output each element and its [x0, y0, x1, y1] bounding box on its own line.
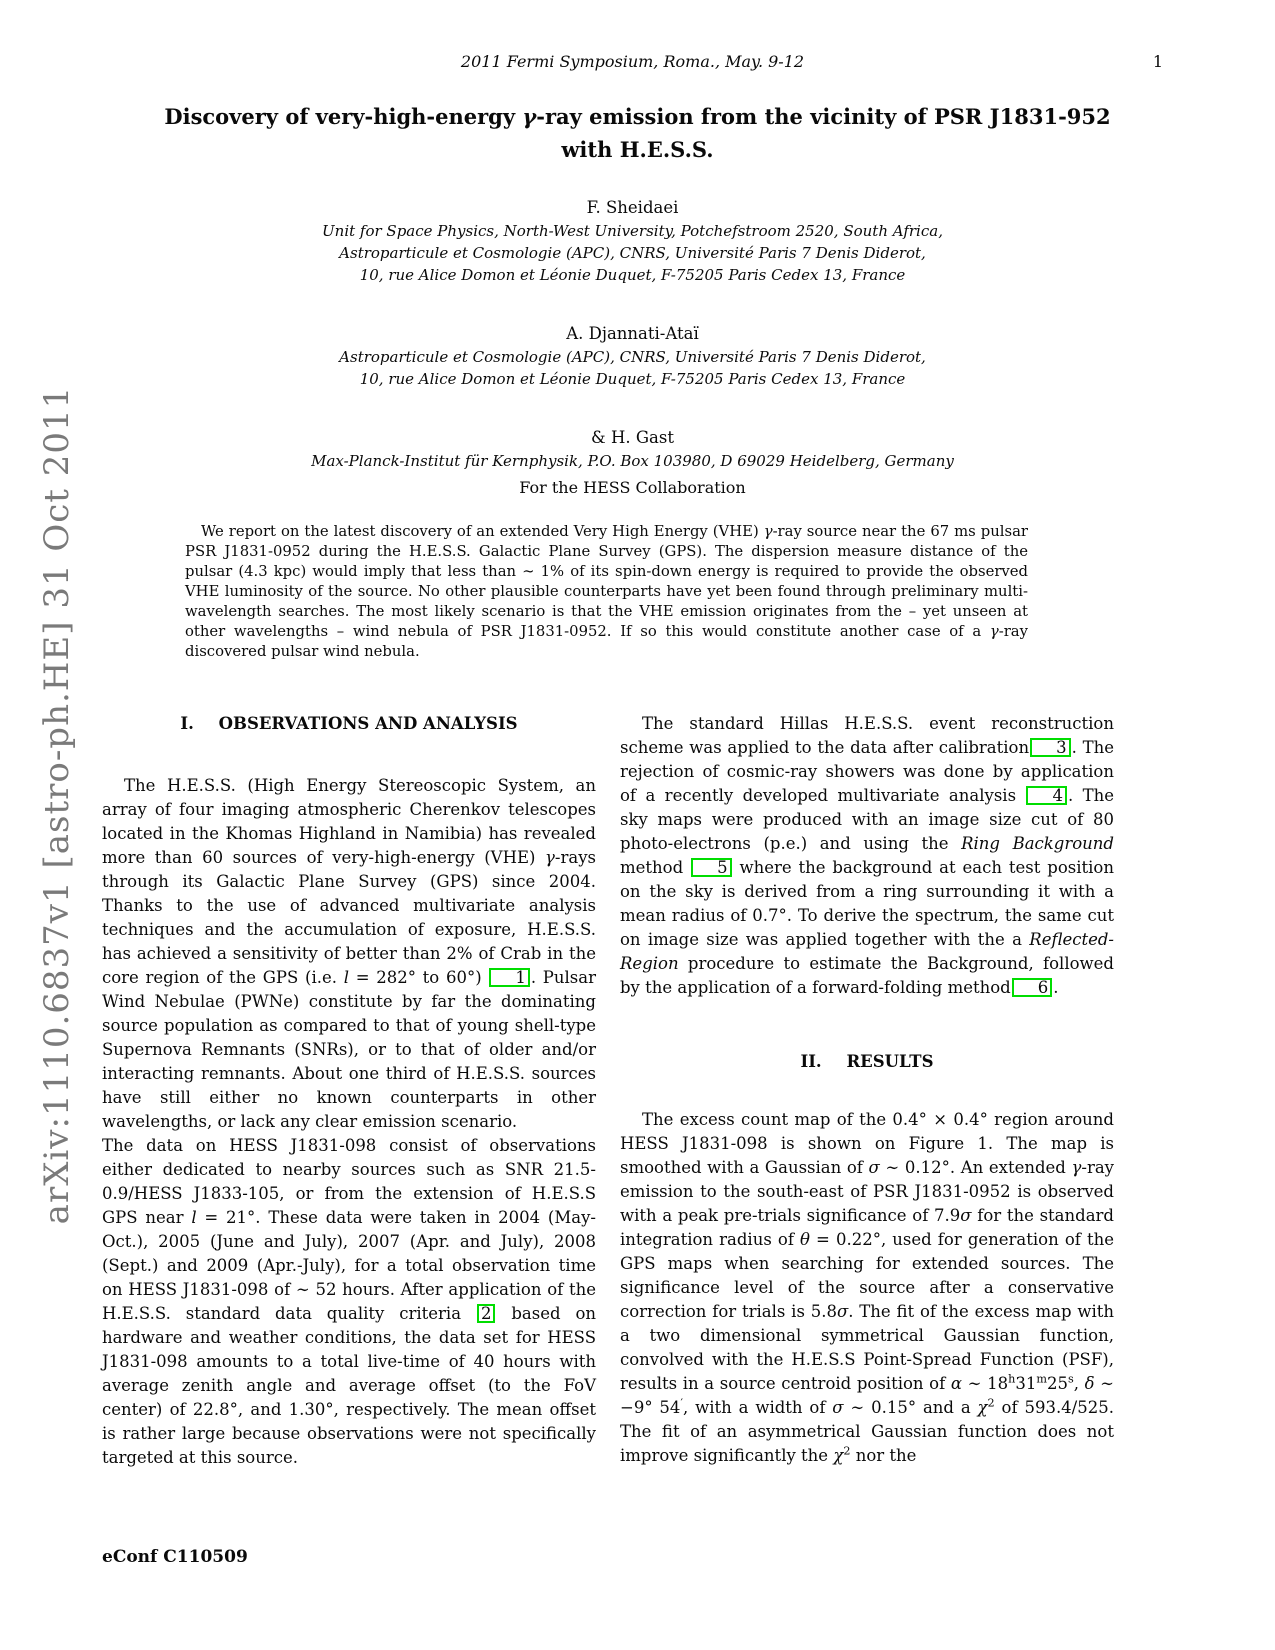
- citation-link[interactable]: 1: [489, 968, 530, 987]
- author-list: [102, 196, 1163, 508]
- author-affiliation: Unit for Space Physics, North-West University, Potchefstroom 2520, South Africa,: [322, 222, 943, 240]
- author-affiliation: Astroparticule et Cosmologie (APC), CNRS, Université Paris 7 Denis Diderot,: [339, 348, 926, 366]
- section-title: OBSERVATIONS AND ANALYSIS: [218, 714, 518, 733]
- body-paragraph: The excess count map of the 0.4° × 0.4° region around HESS J1831-098 is shown on Figure 1. The map is smoothed with a Gaussian of σ ∼ 0.12°. An extended γ-ray emission to the south-east of PSR J1831-0952 is observed with a peak pre-trials significance of 7.9σ for the standard integration radius of θ = 0.22°, used for generation of the GPS maps when searching for extended sources. The significance level of the source after a conservative correction for trials is 5.8σ. The fit of the excess map with a two dimensional symmetrical Gaussian function, convolved with the H.E.S.S Point-Spread Function (PSF), results in a source centroid position of α ∼ 18$^h$31$^m$25$^s$, δ ∼ −9° 54′, with a width of σ ∼ 0.15° and a $\chi^2$ of 593.4/525. The fit of an asymmetrical Gaussian function does not improve significantly the $\chi^2$ nor the: [620, 1110, 1114, 1465]
- two-column-body: [102, 712, 1114, 1470]
- running-header: [102, 52, 1163, 71]
- author-block: [102, 426, 1163, 472]
- abstract: We report on the latest discovery of an extended Very High Energy (VHE) γ-ray source near the 67 ms pulsar PSR J1831-0952 during the H.E.S.S. Galactic Plane Survey (GPS). The dispersion measure distance of the pulsar (4.3 kpc) would imply that less than ∼ 1% of its spin-down energy is required to provide the observed VHE luminosity of the source. No other plausible counterparts have yet been found through preliminary multi-wavelength searches. The most likely scenario is that the VHE emission originates from the – yet unseen at other wavelengths – wind nebula of PSR J1831-0952. If so this would constitute another case of a γ-ray discovered pulsar wind nebula.: [185, 523, 1028, 660]
- right-column: [620, 712, 1114, 1470]
- body-paragraph: The standard Hillas H.E.S.S. event reconstruction scheme was applied to the data after calibration 3 . The rejection of cosmic-ray showers was done by application of a recently developed multivariate analysis 4 . The sky maps were produced with an image size cut of 80 photo-electrons (p.e.) and using the Ring Background method 5 where the background at each test position on the sky is derived from a ring surrounding it with a mean radius of 0.7°. To derive the spectrum, the same cut on image size was applied together with the a Reflected-Region procedure to estimate the Background, followed by the application of a forward-folding method 6 .: [620, 714, 1114, 997]
- citation-link[interactable]: 3: [1030, 738, 1071, 757]
- section-number: II.: [800, 1052, 822, 1071]
- citation-link[interactable]: 2: [477, 1304, 496, 1323]
- page-number: 1: [1152, 52, 1163, 71]
- conference-title: 2011 Fermi Symposium, Roma., May. 9-12: [460, 52, 805, 71]
- left-column: [102, 712, 596, 1470]
- body-paragraph: The data on HESS J1831-098 consist of observations either dedicated to nearby sources such as SNR 21.5-0.9/HESS J1833-105, or from the extension of H.E.S.S GPS near l = 21°. These data were taken in 2004 (May-Oct.), 2005 (June and July), 2007 (Apr. and July), 2008 (Sept.) and 2009 (Apr.-July), for a total observation time on HESS J1831-098 of ∼ 52 hours. After application of the H.E.S.S. standard data quality criteria 2 based on hardware and weather conditions, the data set for HESS J1831-098 amounts to a total live-time of 40 hours with average zenith angle and average offset (to the FoV center) of 22.8°, and 1.30°, respectively. The mean offset is rather large because observations were not specifically targeted at this source.: [102, 1136, 597, 1467]
- collaboration-line: For the HESS Collaboration: [519, 478, 746, 497]
- body-paragraph: The H.E.S.S. (High Energy Stereoscopic System, an array of four imaging atmospheric Cherenkov telescopes located in the Khomas Highland in Namibia) has revealed more than 60 sources of very-high-energy (VHE) γ-rays through its Galactic Plane Survey (GPS) since 2004. Thanks to the use of advanced multivariate analysis techniques and the accumulation of exposure, H.E.S.S. has achieved a sensitivity of better than 2% of Crab in the core region of the GPS (i.e. l = 282° to 60°) 1 . Pulsar Wind Nebulae (PWNe) constitute by far the dominating source population as compared to that of young shell-type Supernova Remnants (SNRs), or to that of older and/or interacting remnants. About one third of H.E.S.S. sources have still either no known counterparts in other wavelengths, or lack any clear emission scenario.: [102, 776, 596, 1131]
- author-affiliation: 10, rue Alice Domon et Léonie Duquet, F-75205 Paris Cedex 13, France: [359, 266, 906, 284]
- econf-footer: eConf C110509: [102, 1547, 248, 1567]
- paper-title: Discovery of very-high-energy γ-ray emission from the vicinity of PSR J1831-952 with H.E.S.S.: [164, 104, 1111, 162]
- author-affiliation: Max-Planck-Institut für Kernphysik, P.O. Box 103980, D 69029 Heidelberg, Germany: [311, 452, 954, 470]
- section-title: RESULTS: [846, 1052, 934, 1071]
- arxiv-watermark: arXiv:1110.6837v1 [astro-ph.HE] 31 Oct 2011: [37, 385, 77, 1225]
- author-name: F. Sheidaei: [586, 198, 679, 217]
- author-affiliation: 10, rue Alice Domon et Léonie Duquet, F-75205 Paris Cedex 13, France: [359, 370, 906, 388]
- citation-link[interactable]: 6: [1012, 978, 1053, 997]
- author-name: & H. Gast: [591, 428, 674, 447]
- author-block: [102, 196, 1163, 286]
- author-name: A. Djannati-Ataï: [566, 324, 699, 343]
- section-number: I.: [180, 714, 194, 733]
- author-affiliation: Astroparticule et Cosmologie (APC), CNRS, Université Paris 7 Denis Diderot,: [339, 244, 926, 262]
- author-block: [102, 322, 1163, 390]
- section-heading: [102, 712, 596, 736]
- section-heading: [620, 1050, 1114, 1074]
- citation-link[interactable]: 5: [691, 858, 732, 877]
- citation-link[interactable]: 4: [1026, 786, 1067, 805]
